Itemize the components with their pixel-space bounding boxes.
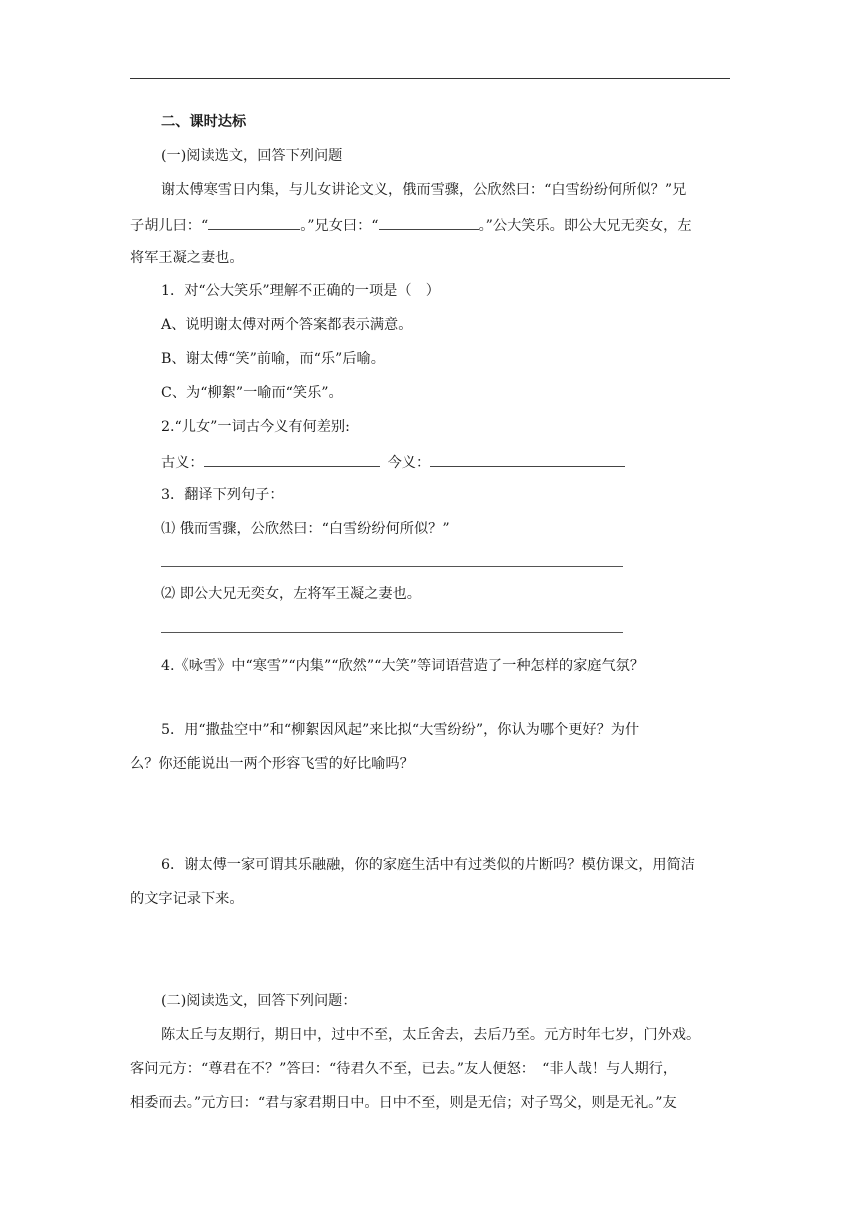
passage-line-1: 谢太傅寒雪日内集，与儿女讲论文义，俄而雪骤，公欣然曰：“白雪纷纷何所似？”兄	[161, 182, 687, 198]
q1-option-a: A、说明谢太傅对两个答案都表示满意。	[161, 317, 413, 333]
q2-stem: 2.“儿女”一词古今义有何差别:	[161, 419, 350, 435]
q1-option-c: C、为“柳絮”一喻而“笑乐”。	[161, 385, 343, 401]
modern-meaning-label: 今义：	[387, 455, 431, 471]
ancient-meaning-blank[interactable]	[204, 451, 380, 467]
part2-heading: (二)阅读选文，回答下列问题：	[161, 993, 357, 1009]
answer-blank-2[interactable]	[379, 214, 479, 230]
header-rule	[130, 78, 730, 79]
q1-stem: 1．对“公大笑乐”理解不正确的一项是（ ）	[161, 283, 440, 299]
q3-answer-line-2[interactable]	[161, 632, 623, 633]
section-title: 二、课时达标	[161, 114, 247, 130]
q4-text: 4.《咏雪》中“寒雪”“内集”“欣然”“大笑”等词语营造了一种怎样的家庭气氛？	[161, 658, 645, 674]
q1-option-b: B、谢太傅“笑”前喻，而“乐”后喻。	[161, 351, 385, 367]
q3-stem: 3．翻译下列句子：	[161, 487, 284, 503]
passage-line-2c: 。”公大笑乐。即公大兄无奕女，左	[478, 218, 692, 234]
passage-line-2b: 。”兄女曰：“	[300, 218, 379, 234]
q6-line-2: 的文字记录下来。	[130, 891, 244, 907]
passage-line-3: 将军王凝之妻也。	[130, 250, 244, 266]
q3-sentence-2: ⑵ 即公大兄无奕女，左将军王凝之妻也。	[161, 586, 421, 602]
q5-line-2: 么？你还能说出一两个形容飞雪的好比喻吗？	[130, 756, 414, 772]
q3-sentence-1: ⑴ 俄而雪骤，公欣然曰：“白雪纷纷何所似？”	[161, 521, 450, 537]
passage-line-2a: 子胡儿曰：“	[130, 218, 209, 234]
passage-line-2	[130, 214, 740, 236]
q3-answer-line-1[interactable]	[161, 566, 623, 567]
part2-line-1: 陈太丘与友期行，期日中，过中不至，太丘舍去，去后乃至。元方时年七岁，门外戏。	[161, 1027, 701, 1043]
part2-line-2: 客问元方：“尊君在不？”答曰：“待君久不至，已去。”友人便怒： “非人哉！与人期行，	[130, 1061, 678, 1077]
q6-line-1: 6．谢太傅一家可谓其乐融融，你的家庭生活中有过类似的片断吗？模仿课文，用简洁	[161, 857, 695, 873]
ancient-meaning-label: 古义：	[161, 455, 204, 471]
part2-line-3: 相委而去。”元方曰：“君与家君期日中。日中不至，则是无信；对子骂父，则是无礼。”友	[130, 1095, 677, 1111]
q2-answer-line	[161, 451, 740, 473]
answer-blank-1[interactable]	[208, 214, 300, 230]
modern-meaning-blank[interactable]	[430, 451, 625, 467]
q5-line-1: 5．用“撒盐空中”和“柳絮因风起”来比拟“大雪纷纷”，你认为哪个更好？为什	[161, 722, 640, 738]
part1-heading: (一)阅读选文，回答下列问题	[161, 148, 343, 164]
